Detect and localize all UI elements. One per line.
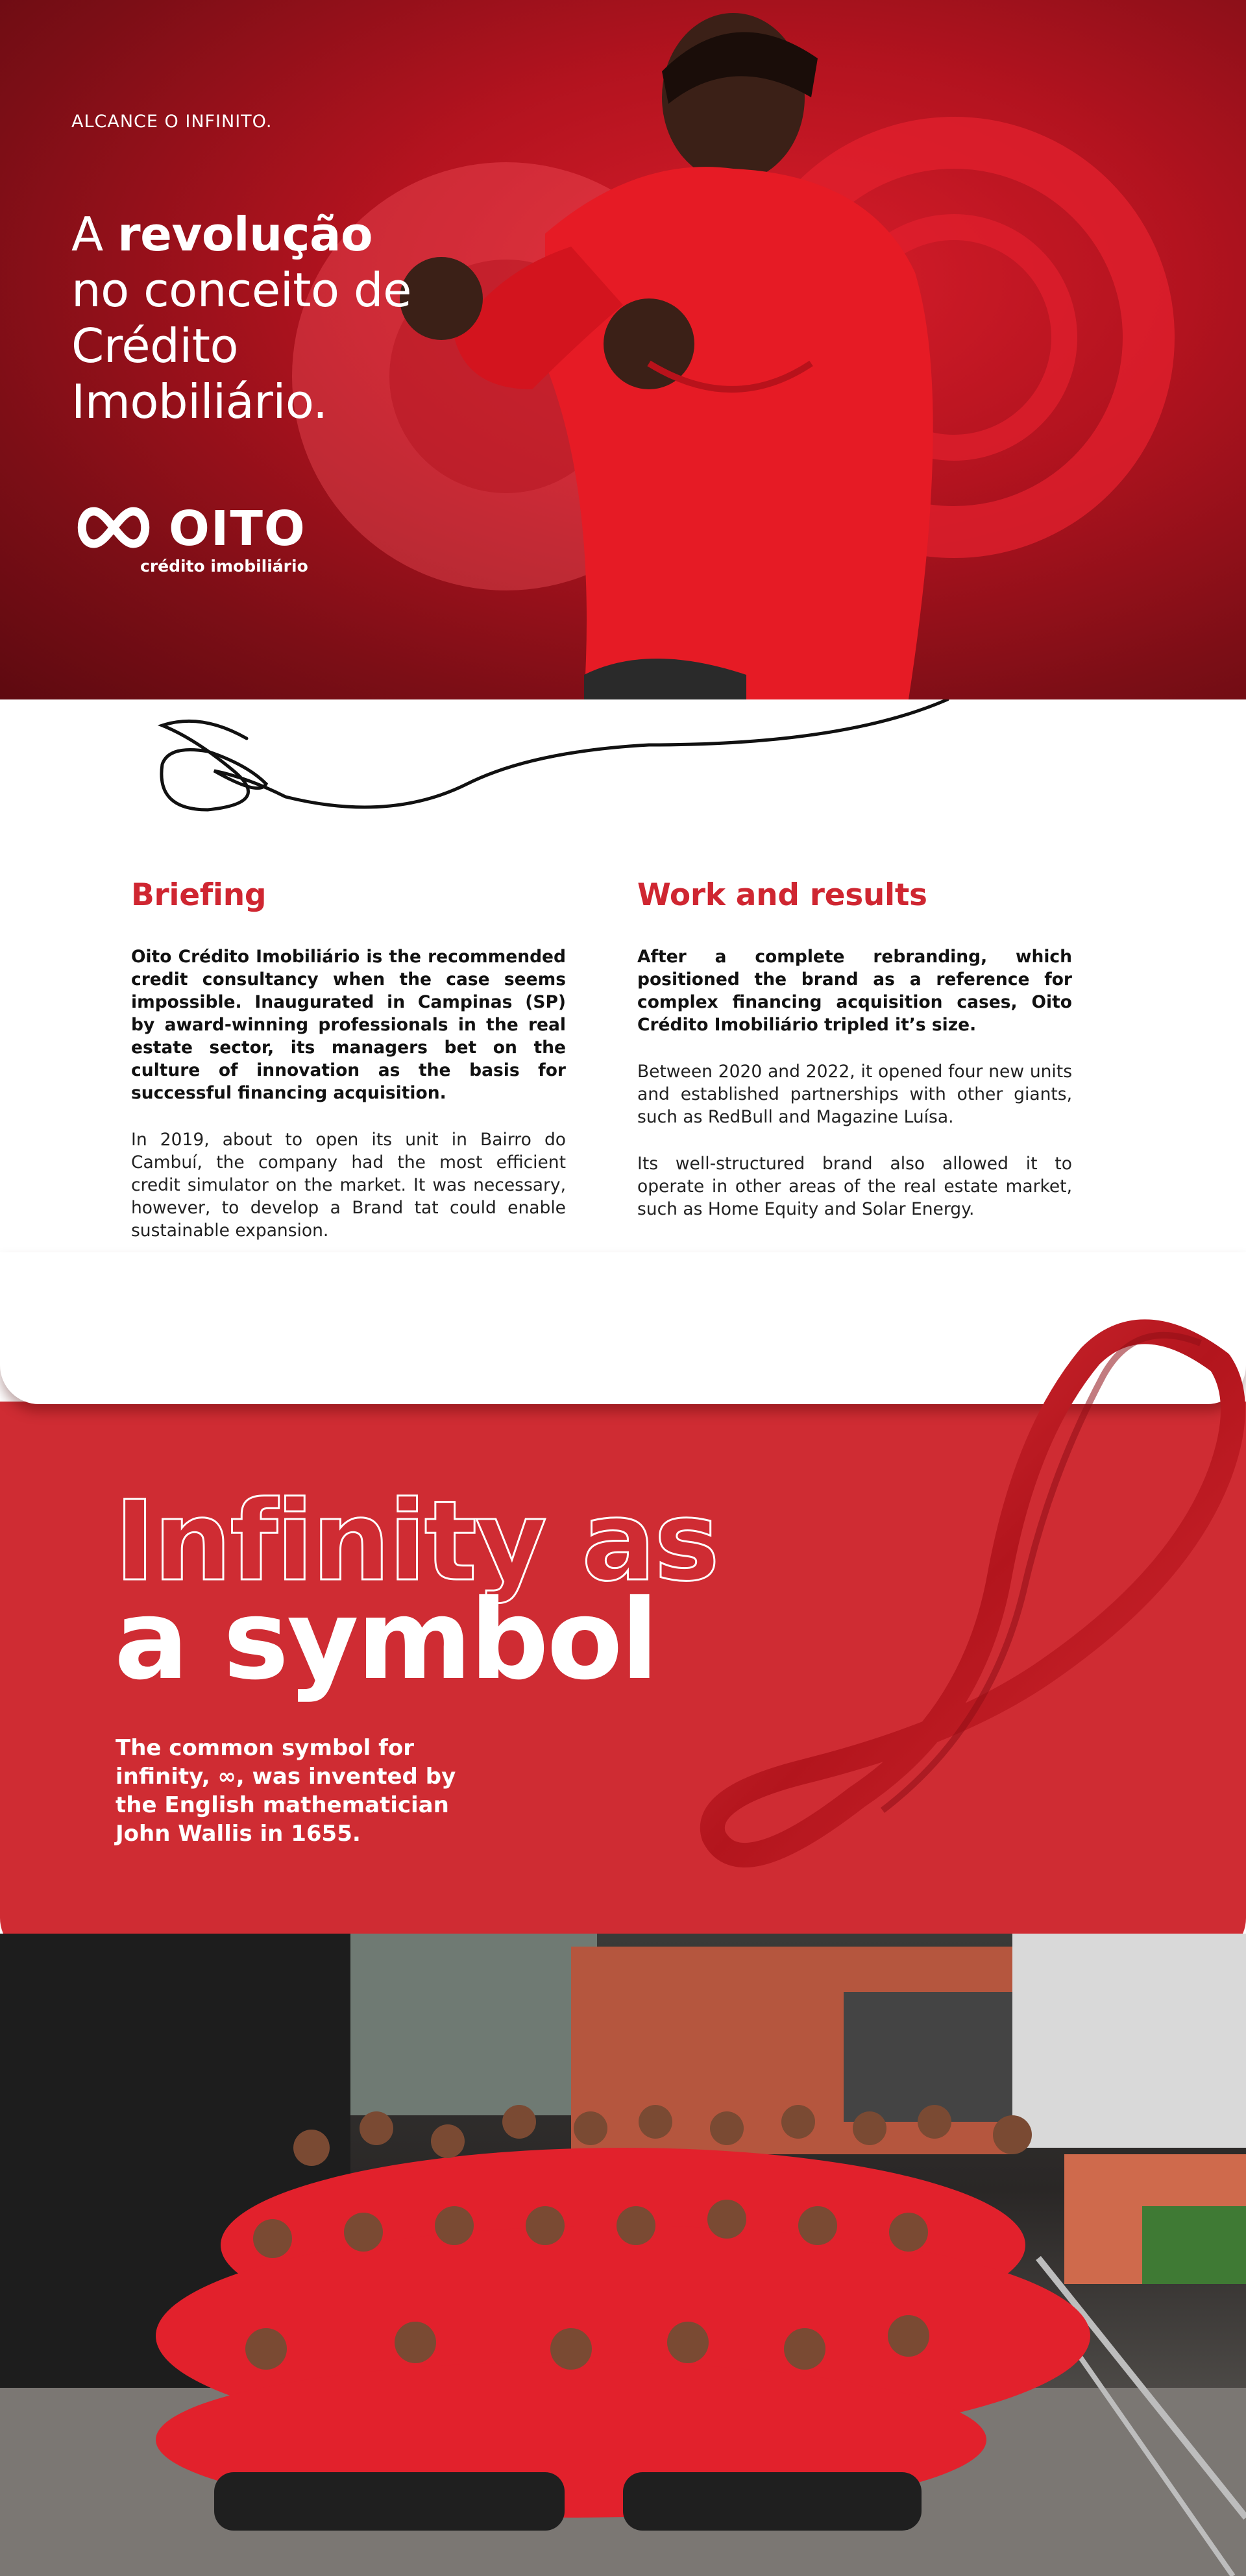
briefing-title: Briefing — [131, 877, 267, 913]
results-body-1: Between 2020 and 2022, it opened four new units and established partnerships with other giants, such as RedBull and Magazine Luísa. — [637, 1062, 1072, 1127]
team-photo-illustration — [0, 1934, 1246, 2576]
logo-wordmark: OITO — [169, 501, 306, 557]
signature-scribble — [0, 699, 1246, 823]
infinity-title-solid: a symbol — [114, 1576, 657, 1705]
briefing-section — [131, 877, 566, 1266]
hero-banner — [0, 0, 1246, 699]
briefing-lead: Oito Crédito Imobiliário is the recommended credit consultancy when the case seems impossible. Inaugurated in Campinas (SP) by award-winning professionals in the real estate sector, its managers bet on the culture of innovation as the basis for successful financing acquisition. — [131, 947, 566, 1103]
brand-logo — [71, 501, 318, 576]
results-lead: After a complete rebranding, which positioned the brand as a reference for complex financing acquisition cases, Oito Crédito Imobiliário tripled it’s size. — [637, 947, 1072, 1035]
hero-headline — [71, 206, 474, 430]
infinity-ribbon-icon — [688, 1304, 1246, 1927]
results-section — [637, 877, 1072, 1245]
headline-rest: no conceito de Crédito Imobiliário. — [71, 263, 411, 429]
results-body-2: Its well-structured brand also allowed it to operate in other areas of the real estate market, such as Home Equity and Solar Energy. — [637, 1154, 1072, 1219]
headline-bold: revolução — [117, 207, 373, 261]
briefing-body: In 2019, about to open its unit in Bairro do Cambuí, the company had the most efficient credit simulator on the market. It was necessary, however, to develop a Brand tat could enable sustainable expansion. — [131, 1130, 566, 1241]
infinity-title-outline: Infinity as — [114, 1477, 718, 1606]
infinity-loop-icon — [71, 505, 156, 550]
hero-eyebrow: ALCANCE O INFINITO. — [71, 112, 273, 132]
infinity-description: The common symbol for infinity, ∞, was invented by the English mathematician John Wallis in 1655. — [116, 1735, 456, 1847]
team-photo — [0, 1934, 1246, 2576]
results-title: Work and results — [637, 877, 927, 913]
headline-prefix: A — [71, 207, 118, 261]
logo-tagline: crédito imobiliário — [140, 557, 308, 576]
